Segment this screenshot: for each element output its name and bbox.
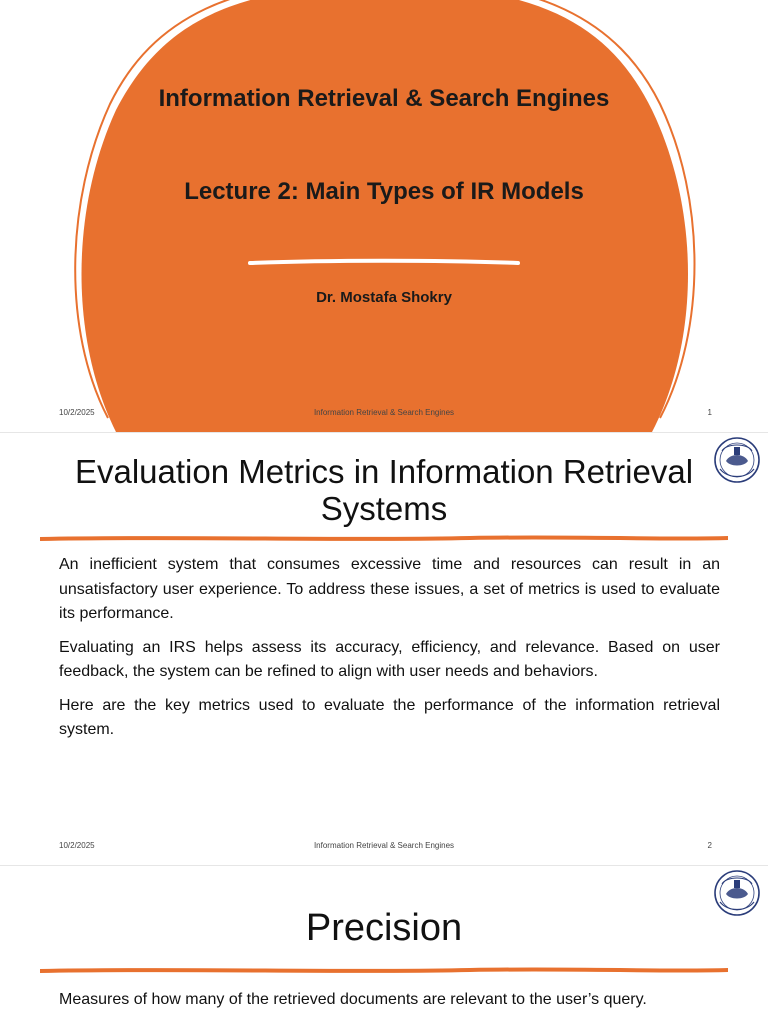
slide-body — [59, 553, 720, 752]
paragraph-3: Here are the key metrics used to evaluate the performance of the information retrieval system. — [59, 696, 720, 738]
slide-1 — [0, 0, 768, 432]
slide-heading: Precision — [305, 907, 463, 949]
paragraph-1: Measures of how many of the retrieved documents are relevant to the user’s query. — [59, 991, 647, 1008]
accent-underline — [40, 534, 728, 544]
footer-page-number: 2 — [707, 841, 712, 850]
footer-date: 10/2/2025 — [59, 841, 95, 850]
university-seal-icon — [712, 435, 762, 485]
slide-2 — [0, 433, 768, 865]
university-seal-icon — [712, 868, 762, 918]
footer-course-title: Information Retrieval & Search Engines — [313, 841, 455, 850]
slide-body — [59, 988, 720, 1022]
orange-circle-graphic — [0, 0, 768, 432]
presentation-title: Information Retrieval & Search Engines — [158, 85, 610, 112]
footer-date: 10/2/2025 — [59, 408, 95, 417]
accent-underline — [40, 966, 728, 976]
footer-page-number: 1 — [707, 408, 712, 417]
slide-heading: Evaluation Metrics in Information Retrieval Systems — [74, 453, 694, 527]
paragraph-2: Evaluating an IRS helps assess its accuracy, efficiency, and relevance. Based on user feedback, the system can be refined to align with user needs and behaviors. — [59, 638, 720, 680]
slide-3 — [0, 866, 768, 1024]
paragraph-1: An inefficient system that consumes excessive time and resources can result in an unsatisfactory user experience. To address these issues, a set of metrics is used to evaluate its performance. — [59, 556, 720, 622]
footer-course-title: Information Retrieval & Search Engines — [313, 408, 455, 417]
lecture-subtitle: Lecture 2: Main Types of IR Models — [184, 178, 584, 205]
author-name: Dr. Mostafa Shokry — [316, 289, 452, 306]
